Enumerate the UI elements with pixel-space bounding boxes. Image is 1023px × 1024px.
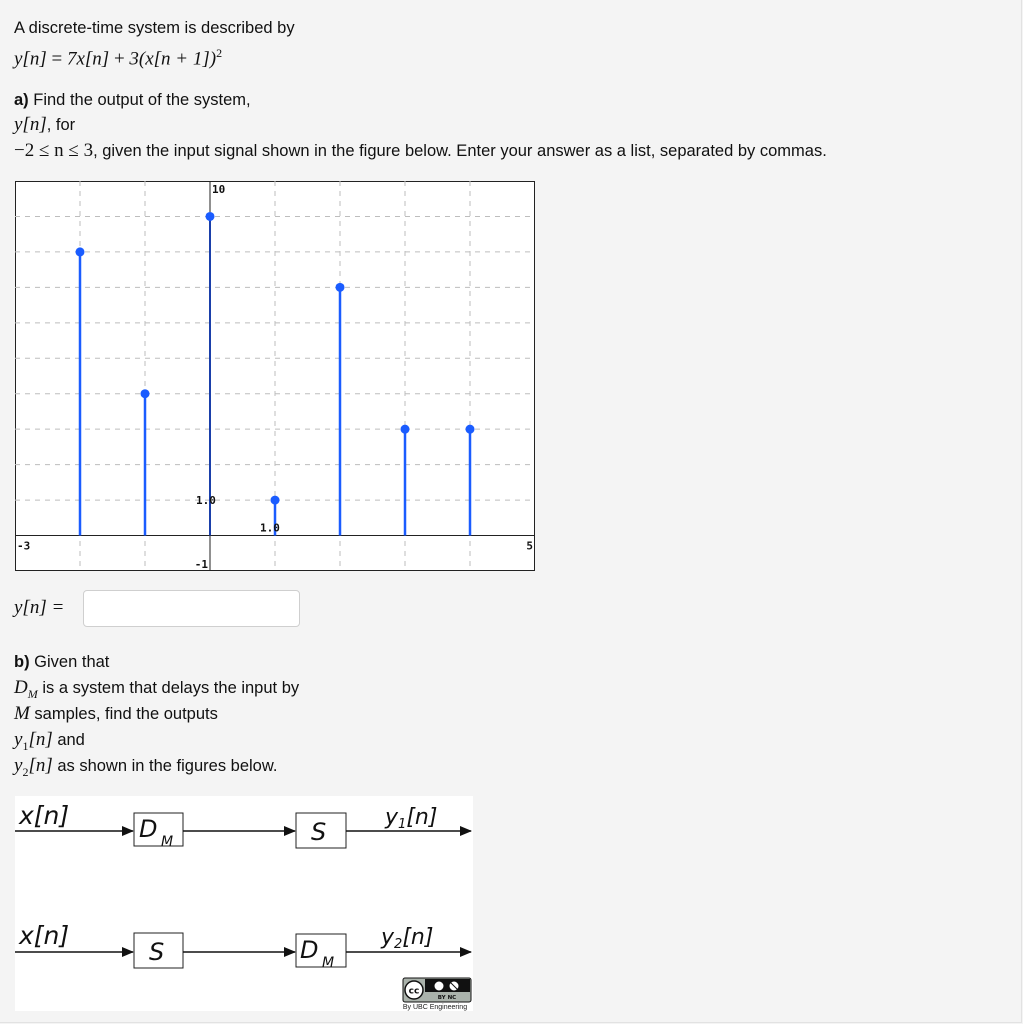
row1-system-S: S bbox=[311, 818, 327, 846]
part-b-y2 bbox=[14, 755, 53, 779]
part-b-text: Given that bbox=[34, 653, 110, 671]
input-signal-plot bbox=[15, 181, 535, 571]
row1-input-label: x[n] bbox=[19, 801, 70, 830]
part-a-line3 bbox=[14, 141, 827, 161]
part-b-m: M bbox=[14, 703, 30, 724]
part-a-label: a) bbox=[14, 91, 29, 109]
stem-marker bbox=[76, 247, 85, 256]
part-b-y1 bbox=[14, 729, 53, 753]
part-a-line1 bbox=[14, 90, 251, 110]
row1-delay-D: D bbox=[139, 815, 158, 843]
system-equation bbox=[14, 43, 222, 69]
y-min-label: -1 bbox=[194, 558, 208, 571]
license-credit: By UBC Engineering bbox=[402, 1004, 468, 1011]
stem-marker bbox=[466, 425, 475, 434]
y1-subscript: 1 bbox=[22, 738, 29, 753]
row2-delay-D: D bbox=[300, 936, 319, 964]
part-b-dm bbox=[14, 677, 38, 701]
part-a-line2 bbox=[14, 115, 75, 135]
part-b-line5 bbox=[14, 756, 277, 782]
y2-subscript: 2 bbox=[22, 764, 29, 779]
eq-lhs: y[n] bbox=[14, 48, 47, 70]
eq-power: 2 bbox=[216, 46, 223, 60]
cc-license-badge[interactable] bbox=[403, 978, 471, 1002]
part-a-for: , for bbox=[46, 116, 76, 134]
part-a-range: −2 ≤ n ≤ 3 bbox=[14, 140, 94, 161]
part-b-delays: is a system that delays the input by bbox=[37, 679, 300, 697]
part-b-line1 bbox=[14, 652, 109, 672]
stem-marker bbox=[401, 425, 410, 434]
block-diagram bbox=[15, 796, 473, 1011]
intro-text: A discrete-time system is described by bbox=[14, 19, 295, 37]
y1-symbol: y bbox=[14, 729, 23, 750]
part-a-y-symbol: y[n] bbox=[14, 114, 47, 135]
y-tick-label: 1.0 bbox=[196, 494, 216, 508]
part-b-figures: as shown in the figures below. bbox=[52, 757, 278, 775]
license-badge-text: BY NC bbox=[437, 995, 457, 1001]
x-max-label: 5 bbox=[526, 539, 533, 553]
part-b-label: b) bbox=[14, 653, 30, 671]
eq-equals: = bbox=[51, 48, 63, 70]
part-b-and: and bbox=[52, 731, 85, 749]
row1-delay-M: M bbox=[161, 834, 174, 850]
stem-marker bbox=[271, 496, 280, 505]
row2-system-S: S bbox=[149, 938, 165, 966]
dm-symbol: D bbox=[14, 677, 28, 698]
y1-arg: [n] bbox=[28, 729, 53, 750]
dm-subscript: M bbox=[27, 686, 38, 701]
answer-label: y[n] = bbox=[14, 597, 65, 618]
answer-input[interactable] bbox=[83, 590, 300, 627]
license-badge-bar bbox=[425, 979, 470, 992]
block-diagram-svg bbox=[15, 796, 473, 1011]
x-min-label: -3 bbox=[17, 539, 31, 553]
eq-term1: 7x[n] bbox=[66, 48, 110, 70]
y2-symbol: y bbox=[14, 755, 23, 776]
part-b-line2 bbox=[14, 678, 299, 704]
row1-output-label: y1[n] bbox=[385, 805, 438, 832]
eq-plus: + bbox=[113, 48, 125, 70]
stem-marker bbox=[336, 283, 345, 292]
stem-marker bbox=[141, 389, 150, 398]
y2-arg: [n] bbox=[28, 755, 53, 776]
stem-plot-svg bbox=[15, 181, 535, 571]
row2-delay-M: M bbox=[322, 955, 335, 971]
part-b-line3 bbox=[14, 704, 218, 724]
x-tick-label: 1.0 bbox=[260, 521, 280, 535]
y-max-label: 10 bbox=[212, 183, 226, 196]
row2-output-label: y2[n] bbox=[381, 925, 434, 952]
stem-marker bbox=[206, 212, 215, 221]
row2-input-label: x[n] bbox=[19, 921, 70, 950]
part-b-line4 bbox=[14, 730, 85, 756]
eq-term2: 3(x[n + 1]) bbox=[129, 48, 217, 70]
part-b-samples: samples, find the outputs bbox=[29, 705, 218, 723]
part-a-text: Find the output of the system, bbox=[33, 91, 251, 109]
part-a-rest: , given the input signal shown in the figure below. Enter your answer as a list, separated by commas. bbox=[93, 142, 827, 160]
cc-icon-text: cc bbox=[408, 986, 420, 997]
by-icon bbox=[434, 981, 444, 991]
